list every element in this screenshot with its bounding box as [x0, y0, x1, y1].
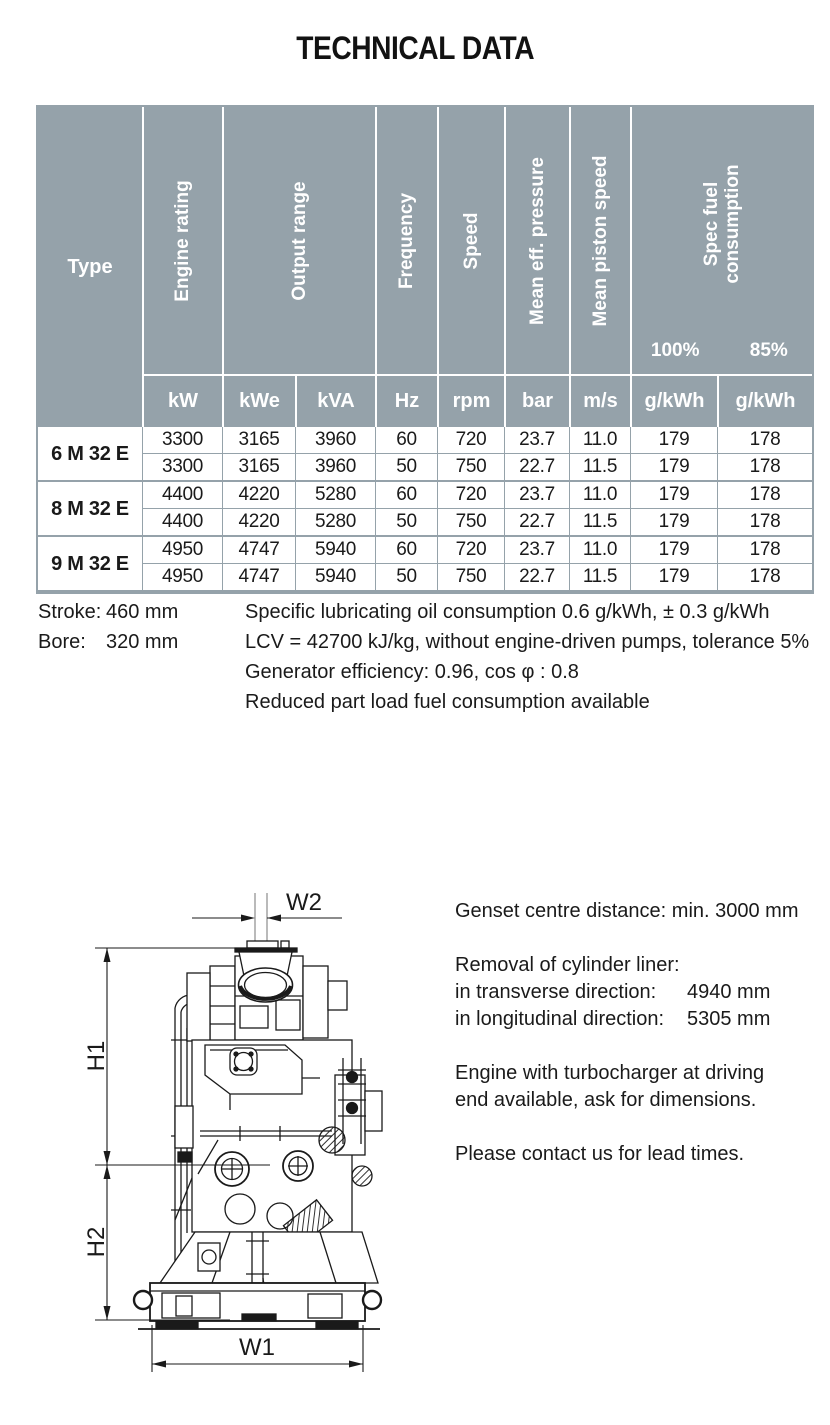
dimension-info-text	[455, 898, 825, 1195]
table-row	[38, 535, 812, 563]
engine-type: 6 M 32 E	[38, 427, 142, 480]
cylinder-liner-note	[455, 952, 825, 1033]
value-cell: 720	[437, 535, 504, 563]
engine-type: 9 M 32 E	[38, 535, 142, 590]
engine-outline	[134, 941, 382, 1329]
value-cell: 50	[375, 453, 437, 480]
col-header-engine-rating: Engine rating	[142, 107, 222, 374]
col-header-mean-eff-pressure: Mean eff. pressure	[504, 107, 569, 374]
value-cell: 11.5	[569, 508, 630, 535]
note-line: Generator efficiency: 0.96, cos φ : 0.8	[245, 661, 579, 683]
value-cell: 5280	[295, 508, 375, 535]
value-cell: 11.0	[569, 535, 630, 563]
value-cell: 4220	[222, 508, 295, 535]
removal-row: in longitudinal direction: 5305 mm	[455, 1008, 771, 1030]
engine-type: 8 M 32 E	[38, 480, 142, 535]
value-cell: 3165	[222, 453, 295, 480]
value-cell: 178	[717, 453, 812, 480]
table-row	[38, 508, 812, 535]
col-header-type: Type	[38, 107, 142, 427]
value-cell: 60	[375, 480, 437, 508]
value-cell: 60	[375, 427, 437, 453]
value-cell: 4747	[222, 563, 295, 590]
engine-base	[134, 1283, 381, 1329]
value-cell: 720	[437, 427, 504, 453]
unit-ms: m/s	[569, 374, 630, 427]
value-cell: 179	[630, 453, 717, 480]
value-cell: 179	[630, 480, 717, 508]
bore-stroke-notes	[38, 597, 178, 657]
turbocharger-outlet	[235, 941, 297, 1002]
col-header-output-range: Output range	[222, 107, 375, 374]
load-85-label: 85%	[749, 340, 788, 361]
value-cell: 11.5	[569, 563, 630, 590]
value-cell: 3960	[295, 453, 375, 480]
load-100-label: 100%	[650, 340, 700, 361]
value-cell: 179	[630, 508, 717, 535]
value-cell: 4400	[142, 480, 222, 508]
col-header-mean-piston-speed: Mean piston speed	[569, 107, 630, 374]
value-cell: 23.7	[504, 480, 569, 508]
value-cell: 5940	[295, 563, 375, 590]
stroke-label: Stroke:	[38, 601, 102, 623]
table-row	[38, 480, 812, 508]
table-row	[38, 563, 812, 590]
value-cell: 720	[437, 480, 504, 508]
unit-bar: bar	[504, 374, 569, 427]
value-cell: 22.7	[504, 453, 569, 480]
col-header-spec-fuel-consumption: Spec fuel consumption 100% 85%	[630, 107, 812, 374]
value-cell: 50	[375, 508, 437, 535]
value-cell: 3960	[295, 427, 375, 453]
general-notes	[245, 597, 810, 717]
bore-value: 320 mm	[106, 631, 179, 653]
value-cell: 5940	[295, 535, 375, 563]
value-cell: 750	[437, 508, 504, 535]
value-cell: 178	[717, 480, 812, 508]
w2-label: W2	[286, 889, 322, 916]
engine-drawing-svg	[80, 878, 460, 1403]
value-cell: 3165	[222, 427, 295, 453]
value-cell: 60	[375, 535, 437, 563]
value-cell: 23.7	[504, 427, 569, 453]
col-header-speed: Speed	[437, 107, 504, 374]
value-cell: 50	[375, 563, 437, 590]
unit-rpm: rpm	[437, 374, 504, 427]
note-line: Specific lubricating oil consumption 0.6 g/kWh, ± 0.3 g/kWh	[245, 601, 770, 623]
value-cell: 178	[717, 563, 812, 590]
value-cell: 750	[437, 453, 504, 480]
value-cell: 4220	[222, 480, 295, 508]
unit-gkwh-85: g/kWh	[717, 374, 812, 427]
unit-kva: kVA	[295, 374, 375, 427]
value-cell: 11.0	[569, 480, 630, 508]
value-cell: 3300	[142, 453, 222, 480]
unit-gkwh-100: g/kWh	[630, 374, 717, 427]
value-cell: 11.5	[569, 453, 630, 480]
value-cell: 4950	[142, 535, 222, 563]
value-cell: 750	[437, 563, 504, 590]
valve-cap	[230, 1048, 257, 1075]
lifting-eye	[134, 1291, 152, 1309]
h1-label: H1	[83, 1040, 110, 1072]
value-cell: 178	[717, 427, 812, 453]
genset-distance-note: Genset centre distance: min. 3000 mm	[455, 900, 799, 922]
removal-title: Removal of cylinder liner:	[455, 954, 680, 976]
value-cell: 4747	[222, 535, 295, 563]
stroke-value: 460 mm	[106, 601, 179, 623]
table-row	[38, 427, 812, 453]
note-line: LCV = 42700 kJ/kg, without engine-driven pumps, tolerance 5%	[245, 631, 810, 653]
contact-note: Please contact us for lead times.	[455, 1143, 745, 1165]
value-cell: 3300	[142, 427, 222, 453]
note-line: Reduced part load fuel consumption available	[245, 691, 650, 713]
value-cell: 4400	[142, 508, 222, 535]
value-cell: 23.7	[504, 535, 569, 563]
w1-label: W1	[239, 1334, 275, 1361]
unit-kw: kW	[142, 374, 222, 427]
table-row	[38, 453, 812, 480]
engine-dimension-drawing	[80, 878, 460, 1403]
value-cell: 22.7	[504, 563, 569, 590]
bore-label: Bore:	[38, 631, 86, 653]
h2-label: H2	[83, 1226, 110, 1258]
lifting-eye	[363, 1291, 381, 1309]
value-cell: 5280	[295, 480, 375, 508]
dimension-w1	[152, 1325, 363, 1372]
page-title: TECHNICAL DATA	[296, 30, 534, 66]
value-cell: 179	[630, 535, 717, 563]
turbocharger-note: Engine with turbocharger at driving end available, ask for dimensions.	[455, 1062, 765, 1111]
removal-row: in transverse direction: 4940 mm	[455, 981, 771, 1003]
value-cell: 178	[717, 508, 812, 535]
value-cell: 22.7	[504, 508, 569, 535]
value-cell: 179	[630, 427, 717, 453]
value-cell: 11.0	[569, 427, 630, 453]
value-cell: 179	[630, 563, 717, 590]
unit-hz: Hz	[375, 374, 437, 427]
value-cell: 4950	[142, 563, 222, 590]
value-cell: 178	[717, 535, 812, 563]
unit-kwe: kWe	[222, 374, 295, 427]
col-header-frequency: Frequency	[375, 107, 437, 374]
technical-data-table	[36, 105, 810, 594]
